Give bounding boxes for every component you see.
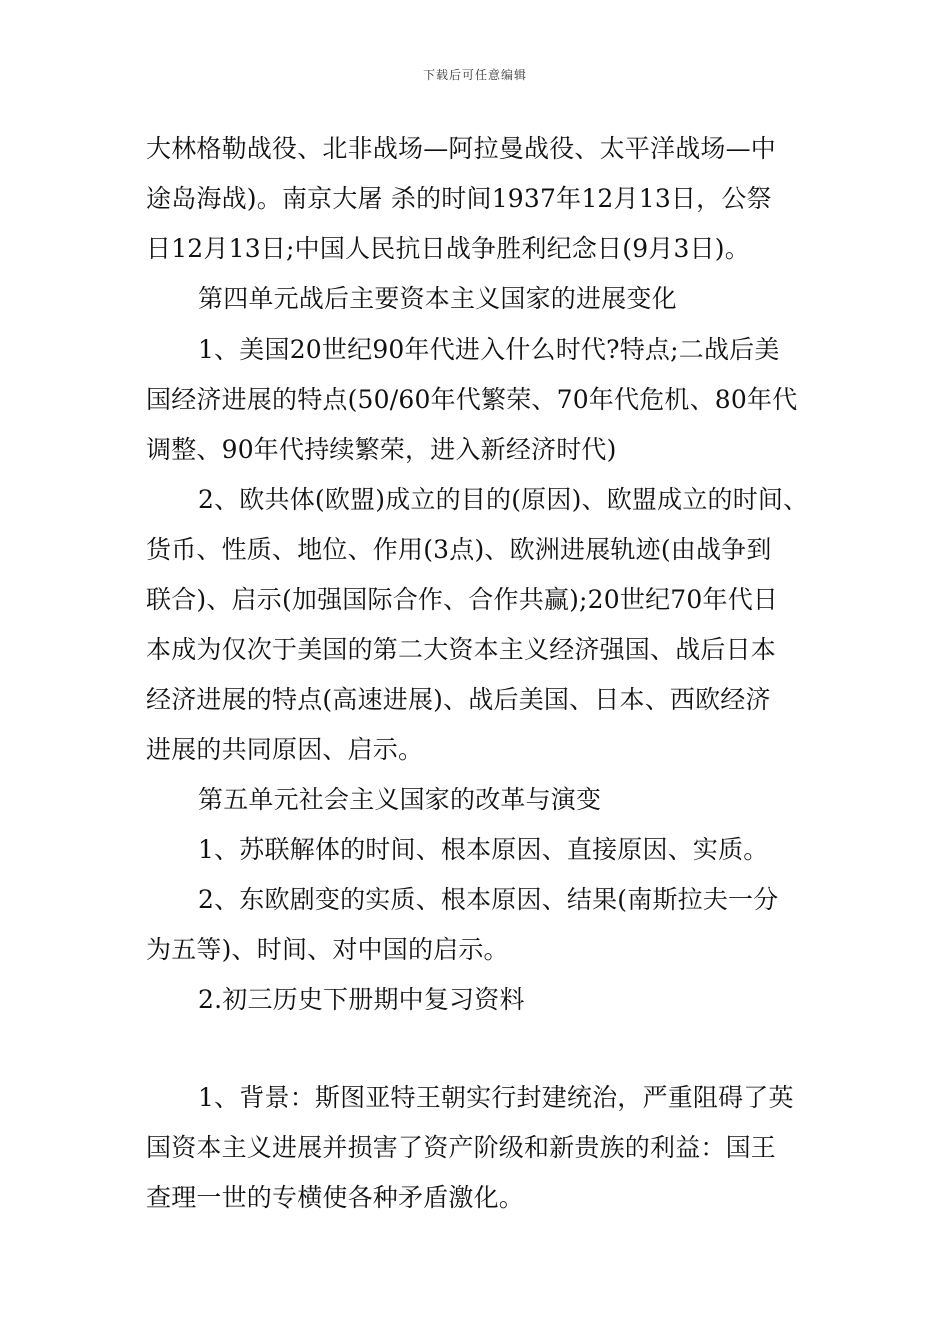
text-line: 货币、性质、地位、作用(3点)、欧洲进展轨迹(由战争到 [146, 535, 772, 564]
text-line: 2、欧共体(欧盟)成立的目的(原因)、欧盟成立的时间、 [198, 485, 809, 514]
text-line: 进展的共同原因、启示。 [146, 735, 424, 764]
text-line: 查理一世的专横使各种矛盾激化。 [146, 1183, 525, 1212]
text-line: 为五等)、时间、对中国的启示。 [146, 935, 509, 964]
text-line: 1、苏联解体的时间、根本原因、直接原因、实质。 [198, 835, 769, 864]
text-line: 本成为仅次于美国的第二大资本主义经济强国、战后日本 [146, 635, 777, 664]
text-line: 经济进展的特点(高速进展)、战后美国、日本、西欧经济 [146, 685, 771, 714]
text-line: 大林格勒战役、北非战场—阿拉曼战役、太平洋战场—中 [146, 134, 777, 163]
page-header: 下载后可任意编辑 [422, 68, 527, 82]
text-line: 途岛海战)。南京大屠 杀的时间1937年12月13日，公祭 [146, 184, 772, 213]
text-line: 调整、90年代持续繁荣，进入新经济时代) [146, 435, 617, 464]
text-line: 1、美国20世纪90年代进入什么时代?特点;二战后美 [198, 335, 780, 364]
text-line: 日12月13日;中国人民抗日战争胜利纪念日(9月3日)。 [146, 234, 750, 263]
section-heading: 第四单元战后主要资本主义国家的进展变化 [198, 284, 677, 313]
text-line: 国资本主义进展并损害了资产阶级和新贵族的利益：国王 [146, 1133, 777, 1162]
text-line: 联合)、启示(加强国际合作、合作共赢);20世纪70年代日 [146, 585, 779, 614]
text-line: 1、背景：斯图亚特王朝实行封建统治，严重阻碍了英 [198, 1083, 794, 1112]
section-heading: 2.初三历史下册期中复习资料 [198, 985, 525, 1014]
section-heading: 第五单元社会主义国家的改革与演变 [198, 785, 602, 814]
text-line: 2、东欧剧变的实质、根本原因、结果(南斯拉夫一分 [198, 885, 779, 914]
text-line: 国经济进展的特点(50/60年代繁荣、70年代危机、80年代 [146, 385, 798, 414]
